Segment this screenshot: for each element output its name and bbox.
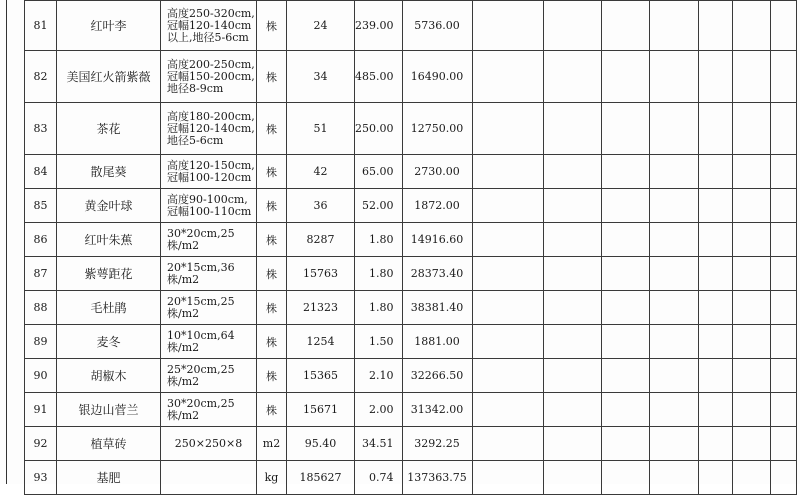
- item-spec-cell: 20*15cm,25株/m2: [161, 291, 257, 325]
- unit-price-cell: 2.00: [355, 393, 403, 427]
- quantity-cell: 34: [287, 51, 355, 103]
- unit-price-cell: 52.00: [355, 189, 403, 223]
- empty-cell: [732, 393, 770, 427]
- empty-cell: [732, 359, 770, 393]
- empty-cell: [698, 461, 732, 495]
- empty-cell: [698, 325, 732, 359]
- total-amount-cell: 28373.40: [402, 257, 472, 291]
- unit-price-cell: 1.80: [355, 223, 403, 257]
- empty-cell: [543, 1, 601, 51]
- empty-cell: [649, 189, 698, 223]
- unit-cell: 株: [257, 359, 287, 393]
- empty-cell: [649, 1, 698, 51]
- empty-cell: [601, 359, 649, 393]
- total-amount-cell: 3292.25: [402, 427, 472, 461]
- empty-cell: [732, 155, 770, 189]
- quantity-cell: 1254: [287, 325, 355, 359]
- empty-cell: [770, 223, 796, 257]
- item-name-cell: 毛杜鹃: [57, 291, 161, 325]
- unit-cell: 株: [257, 1, 287, 51]
- unit-price-cell: 2.10: [355, 359, 403, 393]
- item-name-cell: 黄金叶球: [57, 189, 161, 223]
- unit-price-cell: 1.80: [355, 291, 403, 325]
- row-number-cell: 92: [25, 427, 57, 461]
- item-spec-cell: 30*20cm,25株/m2: [161, 223, 257, 257]
- unit-cell: 株: [257, 51, 287, 103]
- empty-cell: [543, 189, 601, 223]
- empty-cell: [472, 257, 543, 291]
- item-name-cell: 美国红火箭紫薇: [57, 51, 161, 103]
- empty-cell: [472, 189, 543, 223]
- unit-price-cell: 65.00: [355, 155, 403, 189]
- total-amount-cell: 1872.00: [402, 189, 472, 223]
- empty-cell: [601, 1, 649, 51]
- empty-cell: [543, 155, 601, 189]
- empty-cell: [732, 1, 770, 51]
- item-name-cell: 基肥: [57, 461, 161, 495]
- empty-cell: [543, 291, 601, 325]
- empty-cell: [601, 223, 649, 257]
- total-amount-cell: 137363.75: [402, 461, 472, 495]
- total-amount-cell: 1881.00: [402, 325, 472, 359]
- row-number-cell: 86: [25, 223, 57, 257]
- table-row: [25, 461, 797, 495]
- quantity-cell: 8287: [287, 223, 355, 257]
- empty-cell: [649, 257, 698, 291]
- empty-cell: [649, 393, 698, 427]
- unit-cell: 株: [257, 223, 287, 257]
- quantity-cell: 42: [287, 155, 355, 189]
- item-name-cell: 银边山菅兰: [57, 393, 161, 427]
- item-name-cell: 散尾葵: [57, 155, 161, 189]
- table-body: [25, 1, 797, 495]
- empty-cell: [543, 461, 601, 495]
- empty-cell: [601, 51, 649, 103]
- item-name-cell: 红叶李: [57, 1, 161, 51]
- unit-price-cell: 239.00: [355, 1, 403, 51]
- quantity-cell: 24: [287, 1, 355, 51]
- unit-price-cell: 250.00: [355, 103, 403, 155]
- item-name-cell: 植草砖: [57, 427, 161, 461]
- total-amount-cell: 14916.60: [402, 223, 472, 257]
- empty-cell: [698, 427, 732, 461]
- unit-price-cell: 34.51: [355, 427, 403, 461]
- empty-cell: [649, 155, 698, 189]
- unit-cell: 株: [257, 393, 287, 427]
- empty-cell: [601, 325, 649, 359]
- empty-cell: [543, 223, 601, 257]
- item-spec-cell: 高度250-320cm,冠幅120-140cm以上,地径5-6cm: [161, 1, 257, 51]
- empty-cell: [601, 189, 649, 223]
- empty-cell: [732, 291, 770, 325]
- item-name-cell: 茶花: [57, 103, 161, 155]
- quantity-cell: 95.40: [287, 427, 355, 461]
- row-number-cell: 91: [25, 393, 57, 427]
- empty-cell: [698, 155, 732, 189]
- row-number-cell: 82: [25, 51, 57, 103]
- empty-cell: [732, 189, 770, 223]
- empty-cell: [770, 325, 796, 359]
- quantity-cell: 21323: [287, 291, 355, 325]
- empty-cell: [770, 189, 796, 223]
- empty-cell: [732, 223, 770, 257]
- row-number-cell: 90: [25, 359, 57, 393]
- quantity-cell: 36: [287, 189, 355, 223]
- item-name-cell: 胡椒木: [57, 359, 161, 393]
- row-number-cell: 88: [25, 291, 57, 325]
- empty-cell: [601, 103, 649, 155]
- table-row: [25, 189, 797, 223]
- row-number-cell: 84: [25, 155, 57, 189]
- table-row: [25, 325, 797, 359]
- unit-price-cell: 485.00: [355, 51, 403, 103]
- empty-cell: [543, 359, 601, 393]
- empty-cell: [472, 51, 543, 103]
- unit-price-cell: 1.50: [355, 325, 403, 359]
- item-name-cell: 红叶朱蕉: [57, 223, 161, 257]
- table-row: [25, 223, 797, 257]
- item-spec-cell: 250×250×8: [161, 427, 257, 461]
- total-amount-cell: 38381.40: [402, 291, 472, 325]
- row-number-cell: 89: [25, 325, 57, 359]
- quantity-cell: 15763: [287, 257, 355, 291]
- item-name-cell: 紫萼距花: [57, 257, 161, 291]
- empty-cell: [601, 393, 649, 427]
- empty-cell: [472, 103, 543, 155]
- table-row: [25, 51, 797, 103]
- table-row: [25, 103, 797, 155]
- total-amount-cell: 16490.00: [402, 51, 472, 103]
- empty-cell: [732, 51, 770, 103]
- row-number-cell: 83: [25, 103, 57, 155]
- table-row: [25, 359, 797, 393]
- row-number-cell: 87: [25, 257, 57, 291]
- row-number-cell: 85: [25, 189, 57, 223]
- total-amount-cell: 32266.50: [402, 359, 472, 393]
- empty-cell: [698, 51, 732, 103]
- empty-cell: [770, 393, 796, 427]
- unit-cell: 株: [257, 257, 287, 291]
- unit-cell: 株: [257, 189, 287, 223]
- empty-cell: [472, 359, 543, 393]
- empty-cell: [649, 461, 698, 495]
- table-row: [25, 155, 797, 189]
- empty-cell: [770, 257, 796, 291]
- item-spec-cell: 10*10cm,64株/m2: [161, 325, 257, 359]
- empty-cell: [732, 257, 770, 291]
- empty-cell: [770, 461, 796, 495]
- empty-cell: [472, 1, 543, 51]
- item-spec-cell: 高度200-250cm,冠幅150-200cm,地径8-9cm: [161, 51, 257, 103]
- empty-cell: [543, 393, 601, 427]
- empty-cell: [649, 51, 698, 103]
- empty-cell: [649, 359, 698, 393]
- quantity-cell: 185627: [287, 461, 355, 495]
- empty-cell: [698, 1, 732, 51]
- table-row: [25, 257, 797, 291]
- table-row: [25, 393, 797, 427]
- empty-cell: [732, 427, 770, 461]
- empty-cell: [543, 103, 601, 155]
- empty-cell: [732, 325, 770, 359]
- empty-cell: [698, 291, 732, 325]
- total-amount-cell: 31342.00: [402, 393, 472, 427]
- item-spec-cell: 25*20cm,25株/m2: [161, 359, 257, 393]
- empty-cell: [732, 103, 770, 155]
- quantity-cell: 15365: [287, 359, 355, 393]
- empty-cell: [649, 325, 698, 359]
- empty-cell: [472, 461, 543, 495]
- empty-cell: [770, 51, 796, 103]
- empty-cell: [543, 257, 601, 291]
- total-amount-cell: 5736.00: [402, 1, 472, 51]
- empty-cell: [543, 51, 601, 103]
- plant-quantity-table: [24, 0, 797, 495]
- total-amount-cell: 12750.00: [402, 103, 472, 155]
- unit-cell: 株: [257, 291, 287, 325]
- empty-cell: [732, 461, 770, 495]
- empty-cell: [698, 257, 732, 291]
- empty-cell: [770, 359, 796, 393]
- item-spec-cell: 30*20cm,25株/m2: [161, 393, 257, 427]
- empty-cell: [601, 291, 649, 325]
- empty-cell: [472, 325, 543, 359]
- empty-cell: [601, 461, 649, 495]
- row-number-cell: 93: [25, 461, 57, 495]
- empty-cell: [649, 427, 698, 461]
- unit-cell: 株: [257, 103, 287, 155]
- item-spec-cell: [161, 461, 257, 495]
- item-spec-cell: 20*15cm,36株/m2: [161, 257, 257, 291]
- empty-cell: [543, 325, 601, 359]
- empty-cell: [649, 103, 698, 155]
- table-row: [25, 291, 797, 325]
- empty-cell: [770, 1, 796, 51]
- total-amount-cell: 2730.00: [402, 155, 472, 189]
- empty-cell: [698, 103, 732, 155]
- empty-cell: [770, 427, 796, 461]
- empty-cell: [543, 427, 601, 461]
- empty-cell: [649, 223, 698, 257]
- page-margin-line: [6, 0, 7, 484]
- quantity-cell: 15671: [287, 393, 355, 427]
- empty-cell: [698, 393, 732, 427]
- empty-cell: [472, 393, 543, 427]
- empty-cell: [472, 223, 543, 257]
- empty-cell: [649, 291, 698, 325]
- empty-cell: [601, 155, 649, 189]
- empty-cell: [770, 291, 796, 325]
- unit-cell: kg: [257, 461, 287, 495]
- table-row: [25, 427, 797, 461]
- empty-cell: [698, 359, 732, 393]
- item-spec-cell: 高度120-150cm,冠幅100-120cm: [161, 155, 257, 189]
- empty-cell: [472, 155, 543, 189]
- unit-price-cell: 0.74: [355, 461, 403, 495]
- table-row: [25, 1, 797, 51]
- item-spec-cell: 高度180-200cm,冠幅120-140cm,地径5-6cm: [161, 103, 257, 155]
- empty-cell: [770, 103, 796, 155]
- empty-cell: [601, 257, 649, 291]
- row-number-cell: 81: [25, 1, 57, 51]
- empty-cell: [601, 427, 649, 461]
- empty-cell: [698, 223, 732, 257]
- item-spec-cell: 高度90-100cm,冠幅100-110cm: [161, 189, 257, 223]
- empty-cell: [698, 189, 732, 223]
- empty-cell: [770, 155, 796, 189]
- unit-cell: 株: [257, 325, 287, 359]
- unit-price-cell: 1.80: [355, 257, 403, 291]
- item-name-cell: 麦冬: [57, 325, 161, 359]
- unit-cell: m2: [257, 427, 287, 461]
- quantity-cell: 51: [287, 103, 355, 155]
- empty-cell: [472, 427, 543, 461]
- empty-cell: [472, 291, 543, 325]
- unit-cell: 株: [257, 155, 287, 189]
